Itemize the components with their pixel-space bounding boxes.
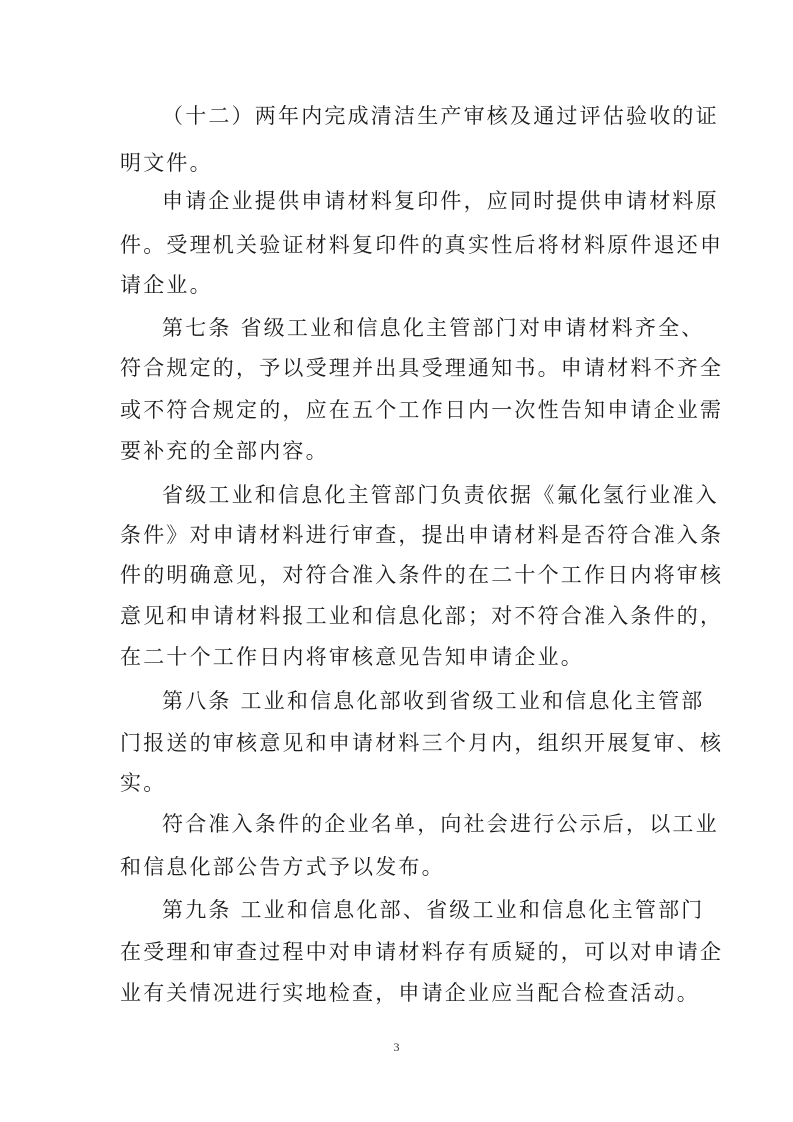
text-line: 省级工业和信息化主管部门负责依据《氟化氢行业准入 <box>162 483 719 507</box>
text-line: 实。 <box>120 771 167 795</box>
text-line: 符合规定的，予以受理并出具受理通知书。申请材料不齐全 <box>120 356 724 380</box>
text-line: 和信息化部公告方式予以发布。 <box>120 855 445 879</box>
text-line: 明文件。 <box>120 151 213 175</box>
text-line: （十二）两年内完成清洁生产审核及通过评估验收的证 <box>162 104 719 128</box>
text-line: 门报送的审核意见和申请材料三个月内，组织开展复审、核 <box>120 731 724 755</box>
text-line: 请企业。 <box>120 273 213 297</box>
text-line: 申请企业提供申请材料复印件，应同时提供申请材料原 <box>162 189 719 213</box>
text-line: 业有关情况进行实地检查，申请企业应当配合检查活动。 <box>120 981 700 1005</box>
text-line: 第八条 工业和信息化部收到省级工业和信息化主管部 <box>162 689 705 713</box>
text-line: 或不符合规定的，应在五个工作日内一次性告知申请企业需 <box>120 398 724 422</box>
text-line: 符合准入条件的企业名单，向社会进行公示后，以工业 <box>162 812 719 836</box>
text-line: 第九条 工业和信息化部、省级工业和信息化主管部门 <box>162 898 705 922</box>
text-line: 要补充的全部内容。 <box>120 439 329 463</box>
page-number: 3 <box>393 1040 400 1054</box>
text-line: 条件》对申请材料进行审查，提出申请材料是否符合准入条 <box>120 523 724 547</box>
text-line: 第七条 省级工业和信息化主管部门对申请材料齐全、 <box>162 316 705 340</box>
text-line: 意见和申请材料报工业和信息化部；对不符合准入条件的， <box>120 604 724 628</box>
text-line: 件。受理机关验证材料复印件的真实性后将材料原件退还申 <box>120 233 724 257</box>
text-line: 在受理和审查过程中对申请材料存有质疑的，可以对申请企 <box>120 940 724 964</box>
text-line: 在二十个工作日内将审核意见告知申请企业。 <box>120 645 584 669</box>
text-line: 件的明确意见，对符合准入条件的在二十个工作日内将审核 <box>120 563 724 587</box>
